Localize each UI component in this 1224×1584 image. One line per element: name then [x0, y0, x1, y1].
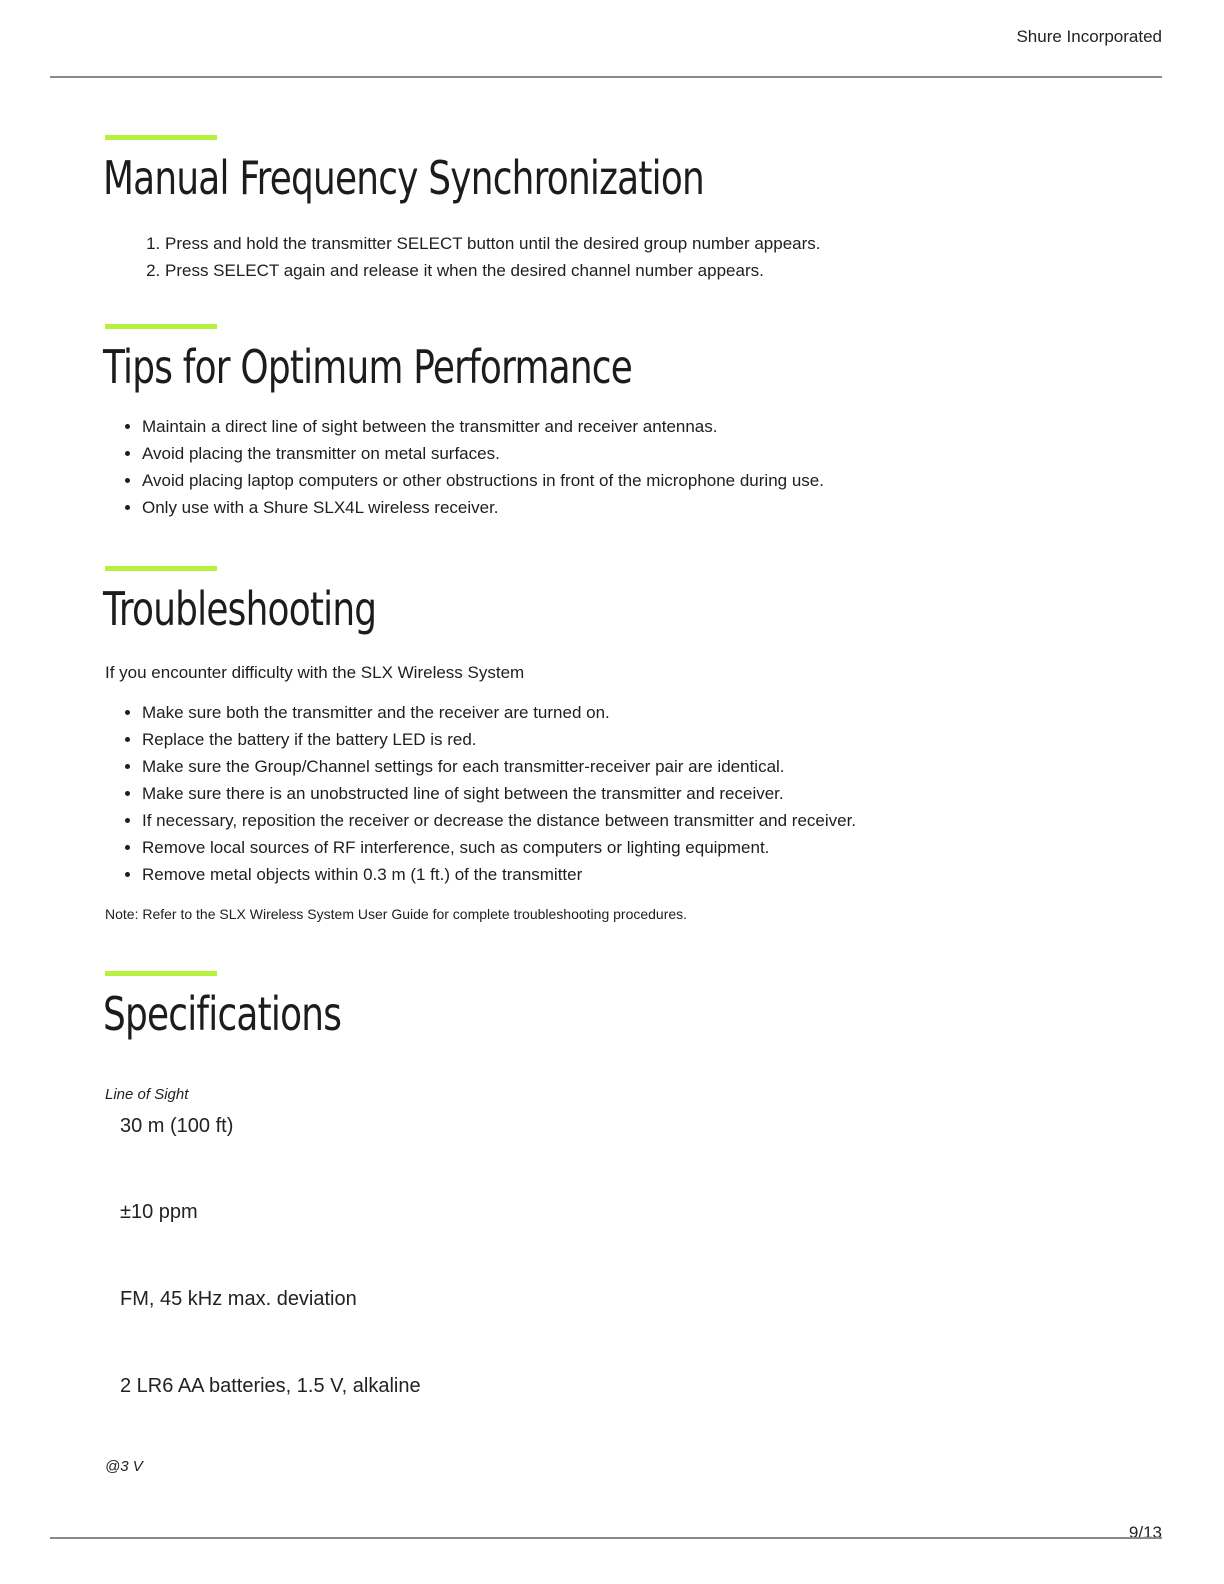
list-item: • Replace the battery if the battery LED is red. — [142, 726, 1105, 753]
list-item: • Only use with a Shure SLX4L wireless receiver. — [142, 494, 1105, 521]
spec-label-voltage: @3 V — [105, 1458, 143, 1475]
list-item: • Make sure both the transmitter and the receiver are turned on. — [142, 699, 1105, 726]
spec-value: ±10 ppm — [120, 1201, 198, 1223]
footer-divider — [50, 1537, 1162, 1539]
spec-value: 30 m (100 ft) — [120, 1115, 234, 1137]
section-troubleshooting — [105, 566, 1105, 922]
section-accent-bar — [105, 566, 217, 571]
list-item: • Avoid placing laptop computers or other obstructions in front of the microphone during use. — [142, 467, 1105, 494]
list-item: 2. Press SELECT again and release it when the desired channel number appears. — [165, 257, 1105, 284]
list-item: • Maintain a direct line of sight between the transmitter and receiver antennas. — [142, 413, 1105, 440]
page-number: 9/13 — [1128, 1523, 1162, 1542]
section-accent-bar — [105, 135, 217, 140]
list-item: • Make sure the Group/Channel settings for each transmitter-receiver pair are identical. — [142, 753, 1105, 780]
section-title-specifications: Specifications — [103, 987, 342, 1041]
spec-value: 2 LR6 AA batteries, 1.5 V, alkaline — [120, 1375, 421, 1397]
troubleshooting-intro: If you encounter difficulty with the SLX Wireless System — [105, 663, 525, 682]
list-item: • Make sure there is an unobstructed line of sight between the transmitter and receiver. — [142, 780, 1105, 807]
section-accent-bar — [105, 971, 217, 976]
section-specifications — [105, 971, 1105, 1046]
manual-sync-steps — [105, 230, 1105, 284]
section-accent-bar — [105, 324, 217, 329]
section-title-tips: Tips for Optimum Performance — [103, 340, 633, 394]
list-item: • Avoid placing the transmitter on metal surfaces. — [142, 440, 1105, 467]
spec-label-line-of-sight: Line of Sight — [105, 1086, 189, 1103]
section-title-manual-sync: Manual Frequency Synchronization — [103, 151, 704, 205]
spec-value: FM, 45 kHz max. deviation — [120, 1288, 357, 1310]
header-company-name: Shure Incorporated — [1016, 27, 1162, 46]
section-manual-sync — [105, 135, 1105, 284]
troubleshooting-list — [105, 699, 1105, 888]
list-item: • Remove metal objects within 0.3 m (1 ft.) of the transmitter — [142, 861, 1105, 888]
list-item: 1. Press and hold the transmitter SELECT button until the desired group number appears. — [165, 230, 1105, 257]
list-item: • If necessary, reposition the receiver or decrease the distance between transmitter and receiver. — [142, 807, 1105, 834]
troubleshooting-note: Note: Refer to the SLX Wireless System User Guide for complete troubleshooting procedures. — [105, 906, 688, 922]
header-divider — [50, 76, 1162, 78]
tips-list — [105, 413, 1105, 521]
section-title-troubleshooting: Troubleshooting — [103, 582, 377, 636]
list-item: • Remove local sources of RF interference, such as computers or lighting equipment. — [142, 834, 1105, 861]
section-tips — [105, 324, 1105, 521]
